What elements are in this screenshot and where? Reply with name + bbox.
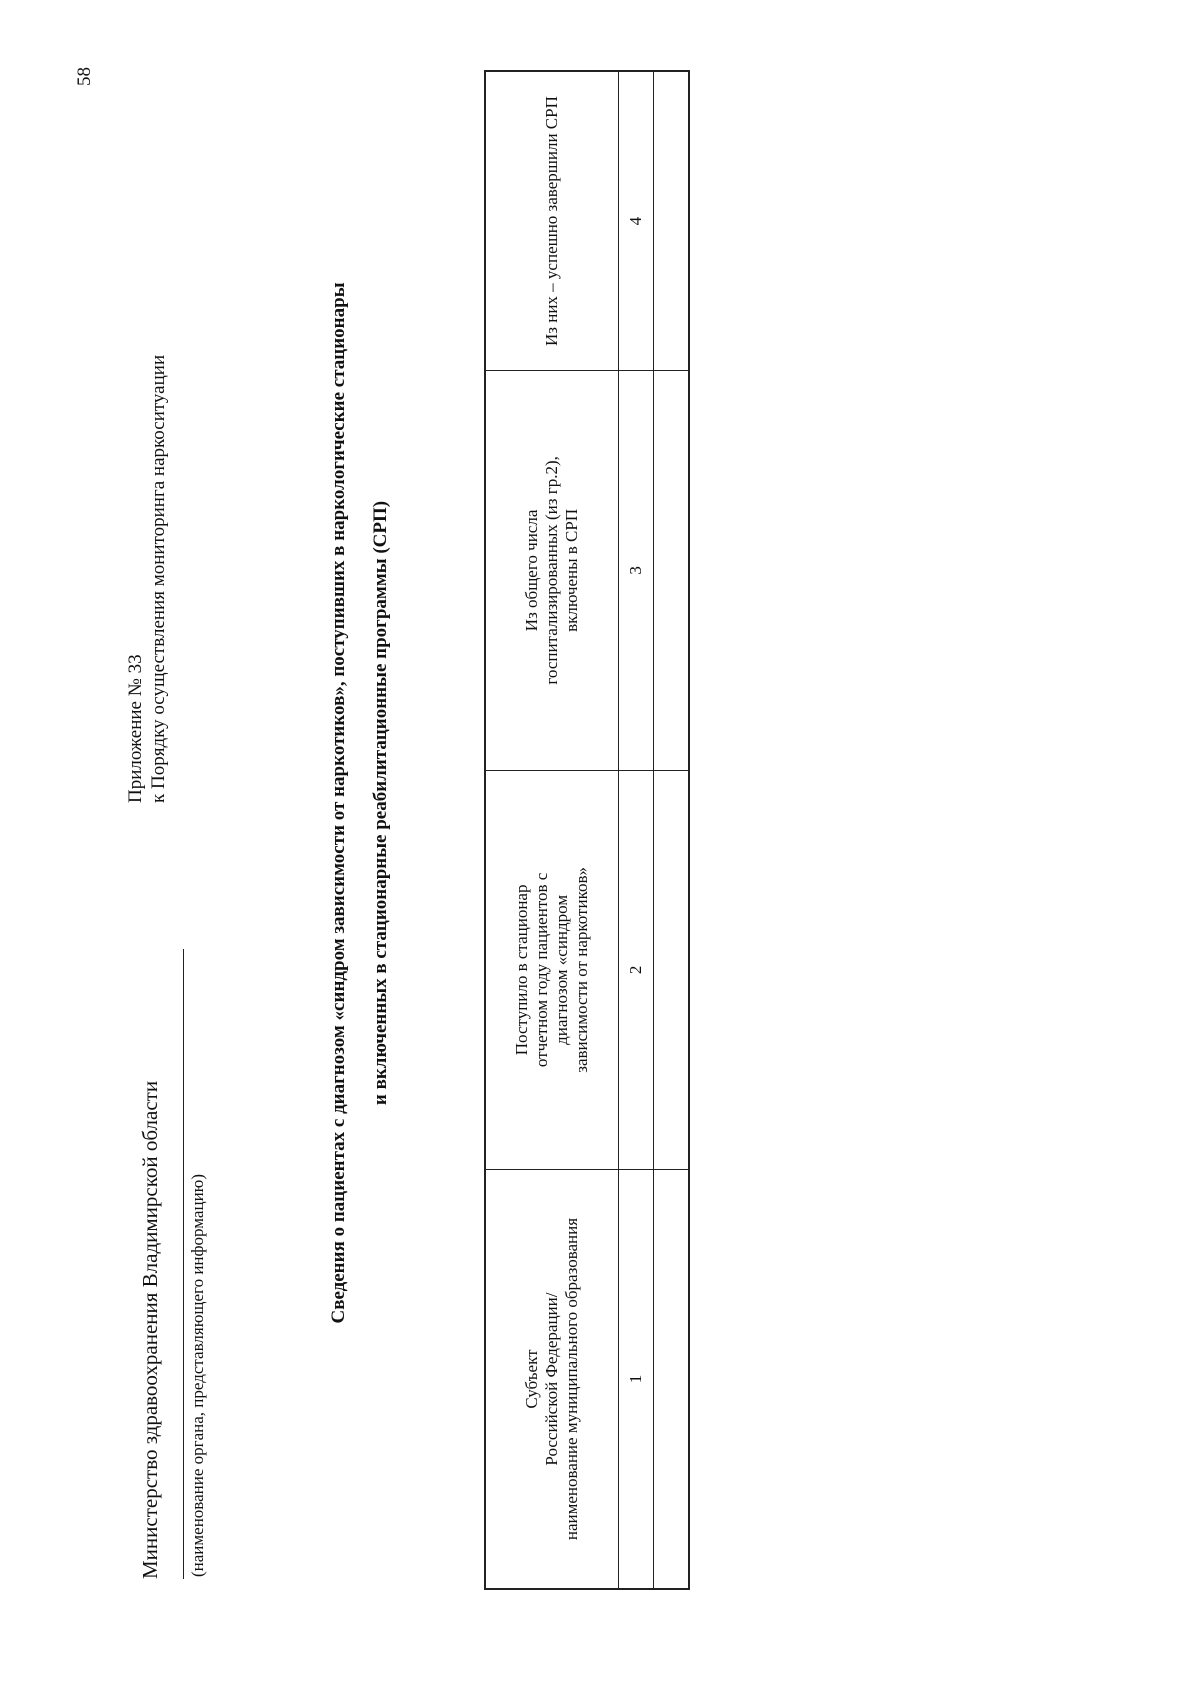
organization-name: Министерство здравоохранения Владимирской области: [138, 1080, 162, 1579]
header-line: включены в СРП: [562, 508, 581, 632]
header-line: диагнозом «синдром: [552, 894, 571, 1045]
organization-caption: (наименование органа, представляющего информацию): [188, 1173, 207, 1577]
column-number: 2: [619, 770, 654, 1169]
column-number: 3: [619, 371, 654, 771]
appendix-title: Приложение № 33: [125, 654, 146, 803]
header-cell: [485, 371, 619, 771]
header-line: Российской Федерации/: [542, 1292, 561, 1466]
header-cell: [485, 770, 619, 1169]
column-number: 4: [619, 71, 654, 371]
header-line: Поступило в стационар: [512, 884, 531, 1056]
table-cell: [654, 71, 690, 371]
header-line: Субъект: [522, 1349, 541, 1409]
appendix-subtitle: к Порядку осуществления мониторинга наркоситуации: [148, 354, 169, 803]
header-line: госпитализированных (из гр.2),: [542, 456, 561, 685]
page-number: 58: [74, 67, 95, 86]
table-cell: [654, 770, 690, 1169]
column-number: 1: [619, 1170, 654, 1589]
report-table: [484, 70, 690, 1590]
header-cell: [485, 71, 619, 371]
table-cell: [654, 371, 690, 771]
column-number-row: [619, 71, 654, 1589]
header-cell: [485, 1170, 619, 1589]
appendix-block: [124, 355, 170, 803]
document-heading: [318, 133, 402, 1473]
table-row: [654, 71, 690, 1589]
heading-line-1: Сведения о пациентах с диагнозом «синдром зависимости от наркотиков», поступивших в наркологические стационары: [328, 282, 349, 1324]
header-line: Из общего числа: [522, 509, 541, 632]
header-line: отчетном году пациентов с: [532, 872, 551, 1068]
header-line: зависимости от наркотиков»: [572, 867, 591, 1073]
organization-underline: [183, 949, 184, 1579]
table-header-row: [485, 71, 619, 1589]
header-line: Из них – успешно завершили СРП: [542, 96, 561, 347]
table-cell: [654, 1170, 690, 1589]
heading-line-2: и включенных в стационарные реабилитационные программы (СРП): [370, 500, 391, 1106]
header-line: наименование муниципального образования: [562, 1217, 581, 1541]
